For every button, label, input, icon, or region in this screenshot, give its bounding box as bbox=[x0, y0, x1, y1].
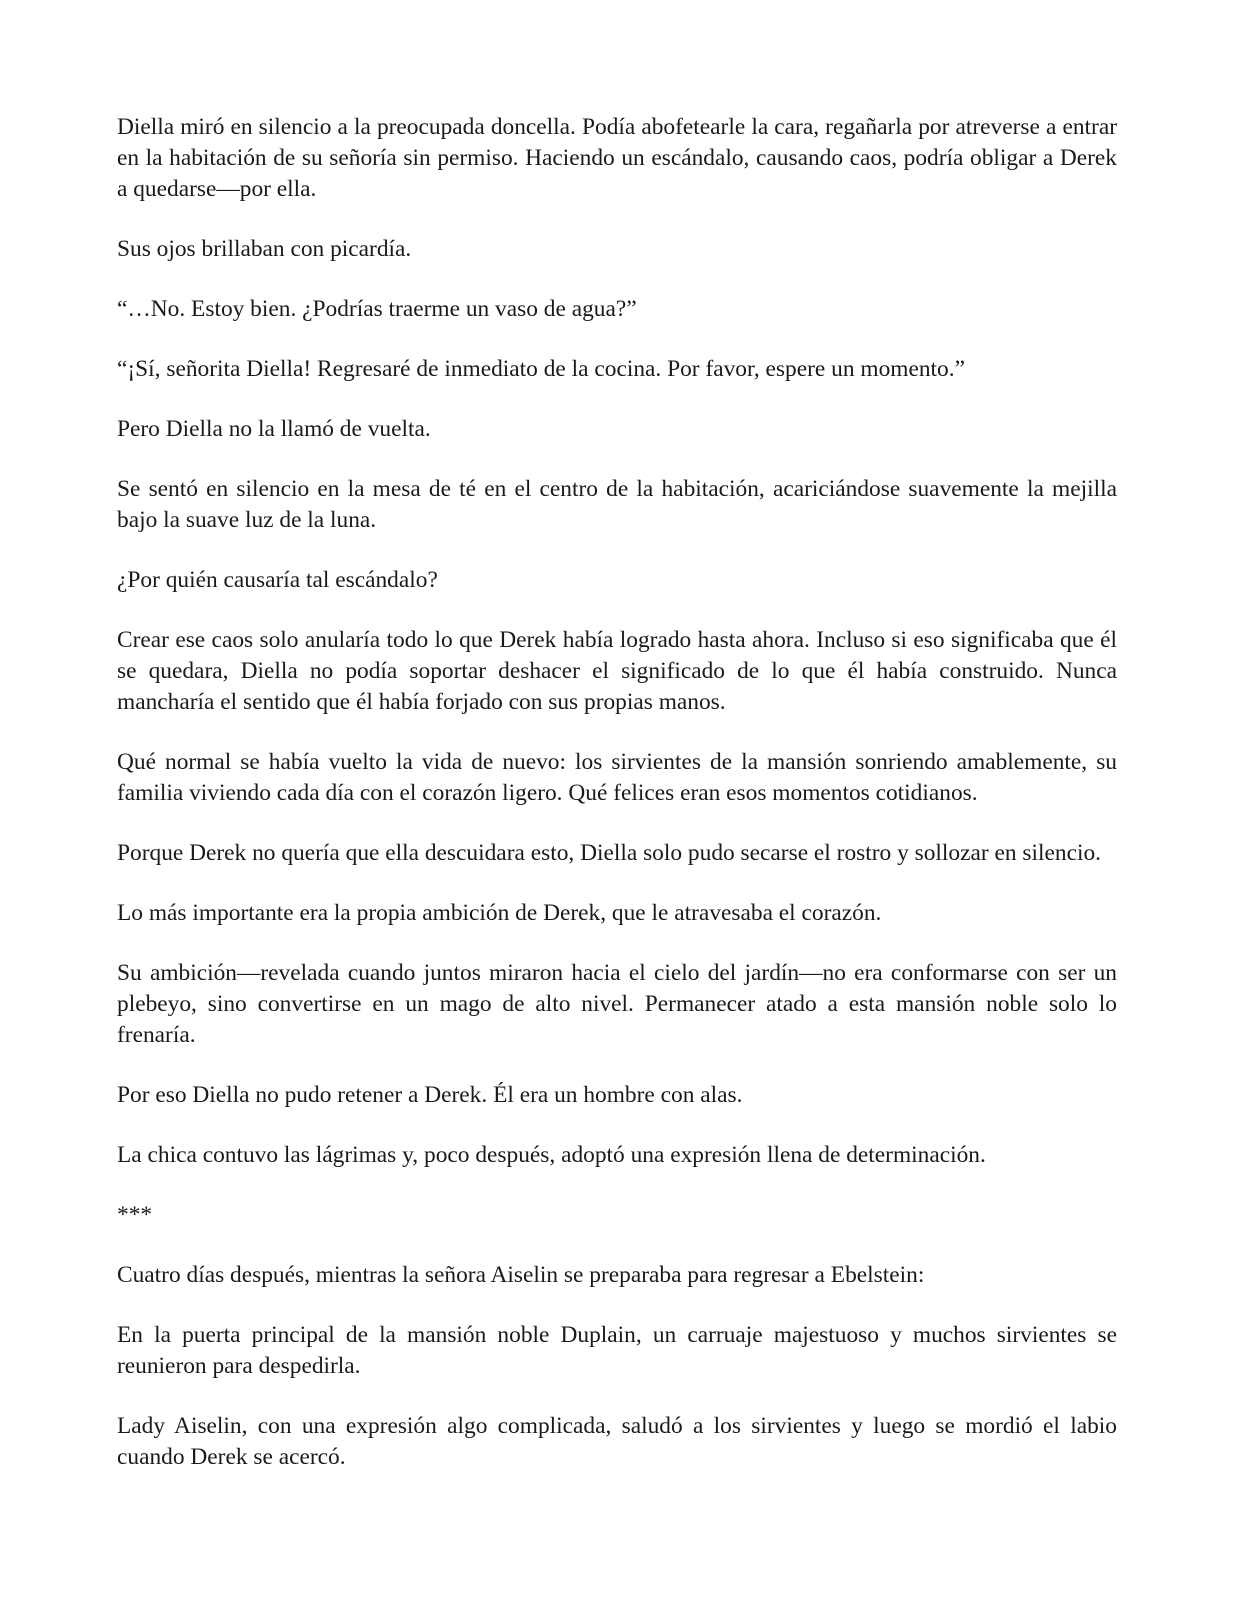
scene-break: *** bbox=[117, 1202, 153, 1228]
paragraph: Diella miró en silencio a la preocupada doncella. Podía abofetearle la cara, regañarla por atreverse a entrar en la habitación de su señoría sin permiso. Haciendo un escándalo, causando caos, podría obligar a Derek a quedarse—por ella. bbox=[117, 114, 1117, 202]
paragraph: Pero Diella no la llamó de vuelta. bbox=[117, 416, 431, 442]
paragraph: Crear ese caos solo anularía todo lo que Derek había logrado hasta ahora. Incluso si eso significaba que él se quedara, Diella no podía soportar deshacer el significado de lo que él había construido. Nunca mancharía el sentido que él había forjado con sus propias manos. bbox=[117, 627, 1117, 715]
paragraph: Se sentó en silencio en la mesa de té en el centro de la habitación, acariciándose suavemente la mejilla bajo la suave luz de la luna. bbox=[117, 476, 1117, 533]
paragraph: “¡Sí, señorita Diella! Regresaré de inmediato de la cocina. Por favor, espere un momento.” bbox=[117, 356, 965, 382]
paragraph: Lo más importante era la propia ambición de Derek, que le atravesaba el corazón. bbox=[117, 900, 882, 926]
paragraph: Sus ojos brillaban con picardía. bbox=[117, 236, 412, 262]
paragraph: “…No. Estoy bien. ¿Podrías traerme un vaso de agua?” bbox=[117, 296, 637, 322]
paragraph: ¿Por quién causaría tal escándalo? bbox=[117, 567, 438, 593]
paragraph: En la puerta principal de la mansión noble Duplain, un carruaje majestuoso y muchos sirvientes se reunieron para despedirla. bbox=[117, 1322, 1117, 1379]
document-page bbox=[117, 112, 1117, 1502]
paragraph: Lady Aiselin, con una expresión algo complicada, saludó a los sirvientes y luego se mordió el labio cuando Derek se acercó. bbox=[117, 1413, 1117, 1470]
paragraph: La chica contuvo las lágrimas y, poco después, adoptó una expresión llena de determinación. bbox=[117, 1142, 986, 1168]
paragraph: Qué normal se había vuelto la vida de nuevo: los sirvientes de la mansión sonriendo amablemente, su familia viviendo cada día con el corazón ligero. Qué felices eran esos momentos cotidianos. bbox=[117, 749, 1117, 806]
paragraph: Porque Derek no quería que ella descuidara esto, Diella solo pudo secarse el rostro y sollozar en silencio. bbox=[117, 840, 1102, 866]
paragraph: Cuatro días después, mientras la señora Aiselin se preparaba para regresar a Ebelstein: bbox=[117, 1262, 925, 1288]
paragraph: Su ambición—revelada cuando juntos miraron hacia el cielo del jardín—no era conformarse con ser un plebeyo, sino convertirse en un mago de alto nivel. Permanecer atado a esta mansión noble solo lo frenaría. bbox=[117, 960, 1117, 1048]
paragraph: Por eso Diella no pudo retener a Derek. Él era un hombre con alas. bbox=[117, 1082, 743, 1108]
